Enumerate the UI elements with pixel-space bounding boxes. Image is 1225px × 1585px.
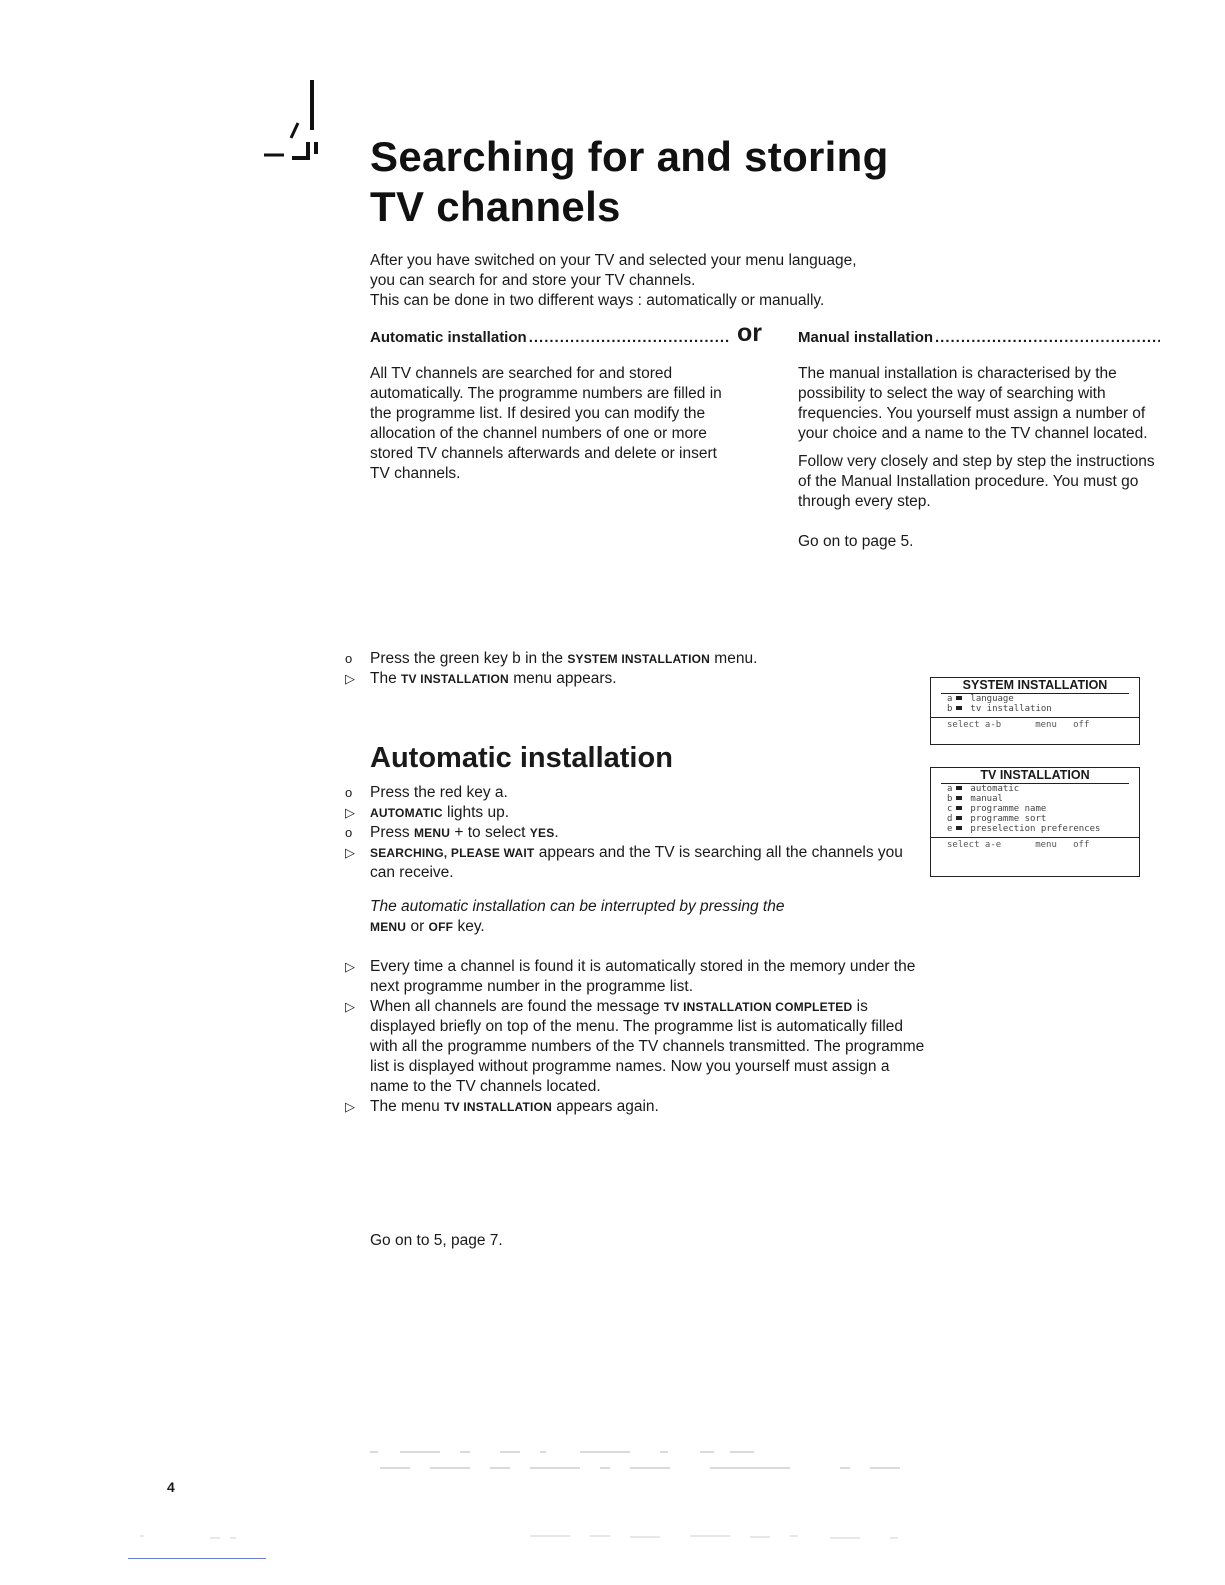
automatic-steps-list bbox=[345, 783, 945, 883]
automatic-installation-section-heading: Automatic installation bbox=[370, 742, 673, 774]
leader-dots bbox=[529, 328, 730, 348]
bullet-icon: o bbox=[345, 651, 353, 666]
square-bullet-icon bbox=[956, 806, 962, 810]
bullet-icon: o bbox=[345, 825, 353, 840]
leader-dots bbox=[935, 328, 1160, 348]
automatic-installation-heading: Automatic installation ..... bbox=[370, 328, 730, 348]
list-item: o Press the green key b in the SYSTEM INSTALLATION menu. bbox=[345, 650, 758, 667]
interrupt-note: The automatic installation can be interrupted by pressing the MENU or OFF key. bbox=[370, 898, 785, 935]
menu-item: b tv installation bbox=[947, 704, 1052, 714]
list-item: o Press the red key a. bbox=[345, 784, 508, 801]
automatic-installation-column bbox=[370, 328, 730, 484]
list-item: ▷ AUTOMATIC lights up. bbox=[345, 804, 510, 821]
manual-installation-text: The manual installation is characterised by the possibility to select the way of searching with frequencies. You yourself must assign a number of your choice and a name to the TV channel located. Follow very closely and step by step the instructions of the Manual Installation procedure. You must go through every step. Go on to page 5. bbox=[798, 364, 1160, 552]
scan-artifact bbox=[130, 1532, 910, 1542]
page-title bbox=[370, 132, 889, 232]
square-bullet-icon bbox=[956, 786, 962, 790]
list-item: ▷ The TV INSTALLATION menu appears. bbox=[345, 670, 617, 687]
menu-item: a language bbox=[947, 694, 1014, 704]
tv-installation-menu bbox=[930, 767, 1140, 877]
result-arrow-icon: ▷ bbox=[345, 805, 355, 820]
manual-goon-link: Go on to page 5. bbox=[798, 533, 914, 550]
intro-paragraph bbox=[370, 251, 970, 311]
intro-line: After you have switched on your TV and selected your menu language, bbox=[370, 252, 857, 269]
square-bullet-icon bbox=[956, 696, 962, 700]
square-bullet-icon bbox=[956, 826, 962, 830]
intro-line: you can search for and store your TV channels. bbox=[370, 272, 696, 289]
system-installation-menu bbox=[930, 677, 1140, 745]
menu-item: d programme sort bbox=[947, 814, 1047, 824]
menu-title: TV INSTALLATION bbox=[941, 768, 1129, 784]
menu-title: SYSTEM INSTALLATION bbox=[941, 678, 1129, 694]
menu-item: e preselection preferences bbox=[947, 824, 1101, 834]
result-arrow-icon: ▷ bbox=[345, 1099, 355, 1114]
manual-installation-column bbox=[798, 328, 1160, 552]
completion-steps-list bbox=[345, 957, 925, 1117]
square-bullet-icon bbox=[956, 706, 962, 710]
menu-footer: select a-b menu off bbox=[931, 717, 1139, 732]
intro-steps-list bbox=[345, 649, 945, 689]
square-bullet-icon bbox=[956, 816, 962, 820]
menu-item: b manual bbox=[947, 794, 1003, 804]
menu-footer: select a-e menu off bbox=[931, 837, 1139, 852]
or-separator: or bbox=[737, 319, 762, 347]
result-arrow-icon: ▷ bbox=[345, 999, 355, 1014]
square-bullet-icon bbox=[956, 796, 962, 800]
chapter-number-4 bbox=[258, 78, 348, 178]
automatic-installation-text: All TV channels are searched for and stored automatically. The programme numbers are filled in the programme list. If desired you can modify the allocation of the channel numbers of one or more stored TV channels afterwards and delete or insert TV channels. bbox=[370, 365, 722, 482]
list-item: ▷ The menu TV INSTALLATION appears again. bbox=[345, 1098, 659, 1115]
menu-item: a automatic bbox=[947, 784, 1020, 794]
scan-artifact bbox=[370, 1450, 910, 1472]
page-number: 4 bbox=[167, 1479, 175, 1495]
goon-bottom: Go on to 5, page 7. bbox=[370, 1232, 503, 1249]
title-line-1: Searching for and storing bbox=[370, 133, 889, 180]
list-item: o Press MENU + to select YES. bbox=[345, 824, 559, 841]
result-arrow-icon: ▷ bbox=[345, 671, 355, 686]
intro-line: This can be done in two different ways : automatically or manually. bbox=[370, 292, 825, 309]
bullet-icon: o bbox=[345, 785, 353, 800]
list-item: ▷ Every time a channel is found it is automatically stored in the memory under the next programme number in the programme list. bbox=[345, 958, 916, 995]
title-line-2: TV channels bbox=[370, 183, 621, 230]
list-item: ▷ SEARCHING, PLEASE WAIT appears and the TV is searching all the channels you can receive. bbox=[345, 844, 903, 881]
result-arrow-icon: ▷ bbox=[345, 845, 355, 860]
scan-edge-line bbox=[128, 1558, 266, 1559]
result-arrow-icon: ▷ bbox=[345, 959, 355, 974]
menu-item: c programme name bbox=[947, 804, 1047, 814]
list-item: ▷ When all channels are found the message TV INSTALLATION COMPLETED is displayed briefly on top of the menu. The programme list is automatically filled with all the programme numbers of the TV channels transmitted. The programme list is displayed without programme names. Now you yourself must assign a name to the TV channels located. bbox=[345, 998, 925, 1095]
manual-installation-heading: Manual installation ..... bbox=[798, 328, 1160, 348]
